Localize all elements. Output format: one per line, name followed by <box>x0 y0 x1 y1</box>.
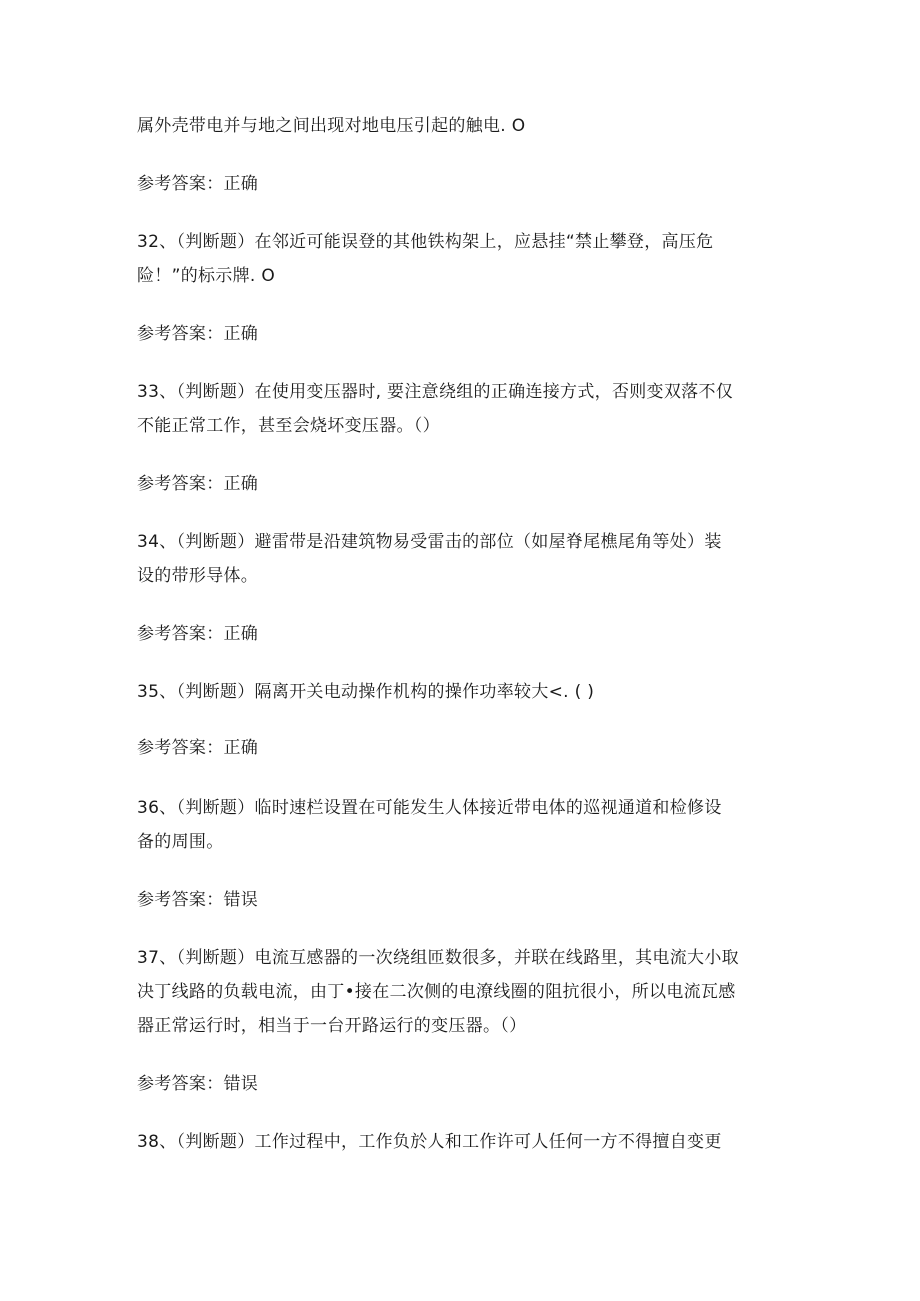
answer-33: 参考答案：正确 <box>137 474 259 494</box>
question-38-line-1: 38、（判断题）工作过程中，工作负於人和工作许可人任何一方不得擅自变更 <box>137 1132 722 1152</box>
answer-31: 参考答案：正确 <box>137 174 259 194</box>
question-37-line-2: 决丁线路的负载电流，由丁•接在二次侧的电潦线圈的阻抗很小，所以电流瓦感 <box>137 982 736 1002</box>
question-34-line-1: 34、（判断题）避雷带是沿建筑物易受雷击的部位（如屋脊尾樵尾角等处）装 <box>137 532 722 552</box>
question-37-line-3: 器正常运行时，相当于一台开路运行的变压器。（） <box>137 1016 527 1036</box>
question-33-line-2: 不能正常工作，甚至会烧坏变压器。（） <box>137 416 440 436</box>
question-37-line-1: 37、（判断题）电流互感器的一次绕组匝数很多，并联在线路里，其电流大小取 <box>137 948 739 968</box>
answer-32: 参考答案：正确 <box>137 324 259 344</box>
answer-35: 参考答案：正确 <box>137 738 259 758</box>
question-31-continuation: 属外壳带电并与地之间出现对地电压引起的触电. O <box>137 116 526 136</box>
question-36-line-1: 36、（判断题）临时速栏设置在可能发生人体接近带电体的巡视通道和检修设 <box>137 798 722 818</box>
answer-36: 参考答案：错误 <box>137 890 259 910</box>
question-32-line-1: 32、（判断题）在邻近可能误登的其他铁构架上，应悬挂“禁止攀登，高压危 <box>137 232 714 252</box>
answer-34: 参考答案：正确 <box>137 624 259 644</box>
question-32-line-2: 险！”的标示牌. O <box>137 266 275 286</box>
question-34-line-2: 设的带形导体。 <box>137 566 259 586</box>
question-35-line-1: 35、（判断题）隔离开关电动操作机构的操作功率较大<. ( ) <box>137 682 595 702</box>
question-33-line-1: 33、（判断题）在使用变压器时, 要注意绕组的正确连接方式，否则变双落不仅 <box>137 382 734 402</box>
question-36-line-2: 备的周围。 <box>137 832 224 852</box>
answer-37: 参考答案：错误 <box>137 1074 259 1094</box>
